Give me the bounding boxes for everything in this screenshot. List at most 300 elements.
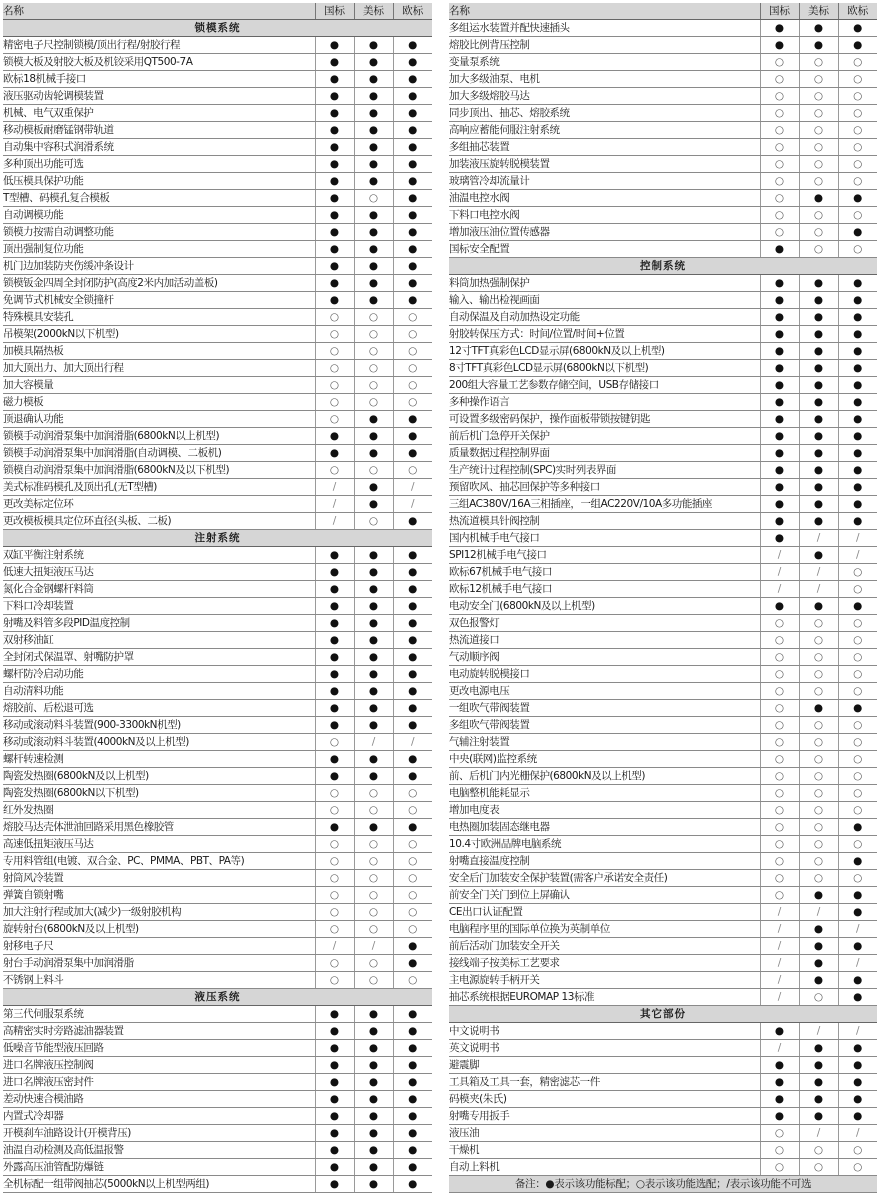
feature-name: 射移电子尺 [3, 938, 315, 955]
oubiao-availability-mark: ○ [393, 802, 432, 819]
table-row [3, 139, 432, 156]
meibiao-availability-mark: ● [354, 632, 393, 649]
meibiao-availability-mark: ● [354, 258, 393, 275]
guobiao-availability-mark: ● [315, 683, 354, 700]
feature-name: 加大容模量 [3, 377, 315, 394]
feature-name: 氮化合金钢螺杆料筒 [3, 581, 315, 598]
oubiao-availability-mark: ● [393, 1006, 432, 1023]
oubiao-availability-mark: ● [393, 258, 432, 275]
table-row [3, 564, 432, 581]
feature-name: 干燥机 [449, 1142, 760, 1159]
table-row [3, 122, 432, 139]
guobiao-availability-mark: / [760, 564, 799, 581]
oubiao-availability-mark: ● [393, 1040, 432, 1057]
oubiao-availability-mark: ○ [838, 564, 877, 581]
oubiao-availability-mark: ● [393, 428, 432, 445]
guobiao-availability-mark: ● [760, 1057, 799, 1074]
guobiao-availability-mark: ○ [760, 122, 799, 139]
guobiao-availability-mark: ● [315, 666, 354, 683]
oubiao-availability-mark: / [838, 530, 877, 547]
table-row [3, 1159, 432, 1176]
oubiao-availability-mark: ○ [838, 666, 877, 683]
oubiao-availability-mark: ● [393, 819, 432, 836]
oubiao-availability-mark: ● [838, 1108, 877, 1125]
feature-name: 接线端子按美标工艺要求 [449, 955, 760, 972]
guobiao-availability-mark: ● [315, 1142, 354, 1159]
guobiao-availability-mark: ● [315, 54, 354, 71]
oubiao-availability-mark: ● [393, 1108, 432, 1125]
table-row [3, 394, 432, 411]
table-row [449, 819, 877, 836]
meibiao-availability-mark: ● [799, 360, 838, 377]
feature-name: 低压模具保护功能 [3, 173, 315, 190]
legend-note-row [449, 1176, 877, 1193]
feature-name: 电脑程序里的国际单位换为英制单位 [449, 921, 760, 938]
table-row [3, 105, 432, 122]
guobiao-availability-mark: ● [760, 479, 799, 496]
table-row [3, 1108, 432, 1125]
feature-name: 安全后门加装安全保护装置(需客户承诺安全责任) [449, 870, 760, 887]
feature-name: 气辅注射装置 [449, 734, 760, 751]
guobiao-availability-mark: ● [315, 819, 354, 836]
feature-name: 气动顺序阀 [449, 649, 760, 666]
guobiao-availability-mark: ○ [760, 139, 799, 156]
oubiao-availability-mark: ● [393, 1159, 432, 1176]
meibiao-availability-mark: ○ [354, 343, 393, 360]
table-row [3, 88, 432, 105]
oubiao-availability-mark: ○ [838, 54, 877, 71]
table-row [3, 513, 432, 530]
guobiao-availability-mark: ● [315, 139, 354, 156]
guobiao-availability-mark: ● [760, 428, 799, 445]
guobiao-availability-mark: ● [760, 37, 799, 54]
oubiao-availability-mark: ● [838, 428, 877, 445]
oubiao-availability-mark: ● [393, 173, 432, 190]
meibiao-availability-mark: ○ [799, 224, 838, 241]
guobiao-availability-mark: ○ [315, 326, 354, 343]
oubiao-availability-mark: ○ [393, 836, 432, 853]
table-row [3, 1091, 432, 1108]
meibiao-availability-mark: ● [799, 1040, 838, 1057]
table-row [449, 1057, 877, 1074]
guobiao-availability-mark: ● [315, 1091, 354, 1108]
feature-name: 码模夹(朱氏) [449, 1091, 760, 1108]
name-column-header: 名称 [449, 3, 760, 20]
table-row [3, 1057, 432, 1074]
feature-name: 不锈钢上料斗 [3, 972, 315, 989]
right-spec-table [449, 3, 877, 1193]
meibiao-availability-mark: ● [799, 598, 838, 615]
feature-name: 多组吹气带阀装置 [449, 717, 760, 734]
guobiao-availability-mark: ● [760, 241, 799, 258]
feature-name: T型槽、码模孔复合模板 [3, 190, 315, 207]
table-row [449, 224, 877, 241]
meibiao-availability-mark: ● [799, 411, 838, 428]
oubiao-availability-mark: ● [393, 666, 432, 683]
oubiao-availability-mark: ○ [838, 241, 877, 258]
table-row [449, 326, 877, 343]
meibiao-availability-mark: ● [799, 275, 838, 292]
oubiao-availability-mark: ● [393, 955, 432, 972]
guobiao-availability-mark: ● [760, 1074, 799, 1091]
table-row [3, 411, 432, 428]
table-row [3, 1142, 432, 1159]
table-row [3, 1125, 432, 1142]
feature-name: 输入、输出检视画面 [449, 292, 760, 309]
feature-name: 更改美标定位环 [3, 496, 315, 513]
feature-name: 加大注射行程或加大(减少)一级射胶机构 [3, 904, 315, 921]
table-row [449, 428, 877, 445]
oubiao-availability-mark: ● [838, 1091, 877, 1108]
feature-name: 200组大容量工艺参数存储空间，USB存储接口 [449, 377, 760, 394]
feature-name: 螺杆转速检测 [3, 751, 315, 768]
table-row [3, 598, 432, 615]
feature-name: 第三代伺服泵系统 [3, 1006, 315, 1023]
feature-name: 陶瓷发热圈(6800kN及以上机型) [3, 768, 315, 785]
section-header-row [449, 258, 877, 275]
meibiao-availability-mark: / [799, 581, 838, 598]
table-row [3, 241, 432, 258]
table-row [3, 1006, 432, 1023]
oubiao-availability-mark: ● [393, 292, 432, 309]
table-row [3, 258, 432, 275]
meibiao-availability-mark: ● [354, 105, 393, 122]
table-row [3, 173, 432, 190]
table-row [449, 377, 877, 394]
feature-name: 加大多级油泵、电机 [449, 71, 760, 88]
meibiao-availability-mark: ● [354, 547, 393, 564]
feature-name: 料筒加热强制保护 [449, 275, 760, 292]
feature-name: 同步顶出、抽芯、熔胶系统 [449, 105, 760, 122]
oubiao-availability-mark: ● [393, 700, 432, 717]
meibiao-availability-mark: ○ [354, 785, 393, 802]
oubiao-availability-mark: ● [393, 768, 432, 785]
oubiao-availability-mark: ● [838, 377, 877, 394]
guobiao-availability-mark: ● [760, 1108, 799, 1125]
feature-name: 旋转射台(6800kN及以上机型) [3, 921, 315, 938]
table-row [449, 462, 877, 479]
table-row [449, 734, 877, 751]
guobiao-availability-mark: ○ [760, 853, 799, 870]
table-row [449, 37, 877, 54]
table-row [449, 207, 877, 224]
table-row [449, 88, 877, 105]
meibiao-availability-mark: ○ [354, 972, 393, 989]
table-row [3, 1040, 432, 1057]
table-row [449, 632, 877, 649]
feature-name: 更改模板模具定位环直径(头板、二板) [3, 513, 315, 530]
feature-name: 自动保温及自动加热设定功能 [449, 309, 760, 326]
guobiao-availability-mark: ○ [760, 785, 799, 802]
oubiao-availability-mark: ○ [838, 836, 877, 853]
oubiao-availability-mark: ○ [393, 462, 432, 479]
meibiao-availability-mark: ○ [354, 360, 393, 377]
oubiao-availability-mark: ○ [838, 1159, 877, 1176]
oubiao-availability-mark: ● [393, 275, 432, 292]
table-row [449, 122, 877, 139]
table-row [3, 309, 432, 326]
meibiao-availability-mark: ○ [354, 921, 393, 938]
guobiao-availability-mark: ○ [760, 615, 799, 632]
feature-name: 开模刹车油路设计(开模背压) [3, 1125, 315, 1142]
feature-name: 射嘴及料管多段PID温度控制 [3, 615, 315, 632]
oubiao-availability-mark: ● [838, 394, 877, 411]
oubiao-availability-mark: ○ [838, 173, 877, 190]
guobiao-availability-mark: ● [760, 598, 799, 615]
guobiao-availability-mark: ● [760, 411, 799, 428]
table-row [3, 751, 432, 768]
oubiao-availability-mark: ● [838, 343, 877, 360]
meibiao-availability-mark: ○ [354, 904, 393, 921]
guobiao-availability-mark: ● [315, 445, 354, 462]
feature-name: 增加液压油位置传感器 [449, 224, 760, 241]
guobiao-availability-mark: ● [315, 88, 354, 105]
table-row [449, 785, 877, 802]
guobiao-availability-mark: / [760, 921, 799, 938]
table-row [449, 156, 877, 173]
oubiao-availability-mark: / [393, 496, 432, 513]
guobiao-availability-mark: ○ [760, 819, 799, 836]
guobiao-availability-mark: ● [315, 581, 354, 598]
guobiao-availability-mark: ○ [760, 632, 799, 649]
oubiao-availability-mark: / [838, 1023, 877, 1040]
guobiao-availability-mark: ● [315, 1040, 354, 1057]
feature-name: 红外发热圈 [3, 802, 315, 819]
meibiao-availability-mark: ○ [799, 768, 838, 785]
oubiao-availability-mark: ○ [393, 309, 432, 326]
meibiao-availability-mark: ○ [799, 751, 838, 768]
meibiao-availability-mark: ● [799, 37, 838, 54]
feature-name: 欧标67机械手电气接口 [449, 564, 760, 581]
guobiao-availability-mark: ○ [315, 309, 354, 326]
oubiao-availability-mark: ○ [393, 887, 432, 904]
guobiao-availability-mark: ○ [760, 88, 799, 105]
feature-name: 热流道模具针阀控制 [449, 513, 760, 530]
guobiao-availability-mark: / [315, 496, 354, 513]
oubiao-availability-mark: ● [393, 37, 432, 54]
oubiao-availability-mark: ● [393, 1023, 432, 1040]
guobiao-availability-mark: ● [315, 700, 354, 717]
feature-name: SPI12机械手电气接口 [449, 547, 760, 564]
feature-name: 自动调模功能 [3, 207, 315, 224]
feature-name: 高精密实时旁路滤油器装置 [3, 1023, 315, 1040]
table-row [449, 904, 877, 921]
guobiao-availability-mark: ● [315, 768, 354, 785]
guobiao-availability-mark: ○ [760, 768, 799, 785]
meibiao-availability-mark: ○ [799, 734, 838, 751]
table-row [3, 802, 432, 819]
feature-name: 电热圈加装固态继电器 [449, 819, 760, 836]
oubiao-availability-mark: ● [838, 513, 877, 530]
meibiao-availability-mark: ● [799, 921, 838, 938]
oubiao-availability-mark: ○ [838, 615, 877, 632]
guobiao-availability-mark: ○ [760, 734, 799, 751]
table-row [449, 54, 877, 71]
table-row [449, 564, 877, 581]
feature-name: 国标安全配置 [449, 241, 760, 258]
guobiao-availability-mark: ○ [760, 887, 799, 904]
table-row [449, 360, 877, 377]
oubiao-availability-mark: ● [838, 275, 877, 292]
oubiao-availability-mark: / [393, 479, 432, 496]
oubiao-availability-mark: ○ [393, 343, 432, 360]
feature-name: 顶退确认功能 [3, 411, 315, 428]
meibiao-availability-mark: ● [354, 598, 393, 615]
oubiao-availability-mark: ○ [393, 394, 432, 411]
oubiao-availability-mark: / [838, 1125, 877, 1142]
guobiao-availability-mark: ○ [760, 700, 799, 717]
feature-name: 精密电子尺控制锁模/顶出行程/射胶行程 [3, 37, 315, 54]
oubiao-availability-mark: ● [838, 819, 877, 836]
meibiao-availability-mark: ○ [354, 887, 393, 904]
meibiao-availability-mark: ● [354, 649, 393, 666]
table-row [449, 547, 877, 564]
guobiao-availability-mark: / [315, 938, 354, 955]
left-table-body [3, 20, 432, 1193]
feature-name: 双缸平衡注射系统 [3, 547, 315, 564]
guobiao-availability-mark: ● [315, 1057, 354, 1074]
guobiao-availability-mark: ● [315, 615, 354, 632]
guobiao-availability-mark: / [315, 513, 354, 530]
guobiao-availability-mark: ○ [315, 921, 354, 938]
meibiao-availability-mark: ○ [799, 1159, 838, 1176]
meibiao-availability-mark: ● [799, 955, 838, 972]
oubiao-availability-mark: ● [393, 513, 432, 530]
table-row [449, 615, 877, 632]
meibiao-availability-mark: ○ [799, 666, 838, 683]
feature-name: 射台手动润滑泵集中加润滑脂 [3, 955, 315, 972]
guobiao-availability-mark: ● [315, 1125, 354, 1142]
guobiao-availability-mark: ○ [315, 343, 354, 360]
feature-name: 一组吹气带阀装置 [449, 700, 760, 717]
meibiao-availability-mark: ● [799, 394, 838, 411]
meibiao-availability-mark: ● [799, 309, 838, 326]
feature-name: 下料口冷却装置 [3, 598, 315, 615]
feature-name: 液压油 [449, 1125, 760, 1142]
table-row [449, 683, 877, 700]
guobiao-availability-mark: ○ [760, 156, 799, 173]
oubiao-availability-mark: ● [393, 632, 432, 649]
table-row [3, 666, 432, 683]
table-row [449, 836, 877, 853]
feature-name: 双射移油缸 [3, 632, 315, 649]
guobiao-availability-mark: ● [315, 241, 354, 258]
meibiao-availability-mark: ○ [799, 989, 838, 1006]
feature-name: 多组抽芯装置 [449, 139, 760, 156]
meibiao-availability-mark: ○ [799, 173, 838, 190]
oubiao-availability-mark: ● [393, 190, 432, 207]
table-row [3, 683, 432, 700]
oubiao-availability-mark: ○ [838, 581, 877, 598]
guobiao-availability-mark: ● [760, 20, 799, 37]
meibiao-availability-mark: ● [354, 1006, 393, 1023]
guobiao-availability-mark: ○ [315, 836, 354, 853]
meibiao-availability-mark: ● [354, 751, 393, 768]
guobiao-availability-mark: ○ [315, 802, 354, 819]
meibiao-availability-mark: / [799, 1023, 838, 1040]
table-row [3, 1176, 432, 1193]
table-row [3, 343, 432, 360]
feature-name: 熔胶比例背压控制 [449, 37, 760, 54]
meibiao-availability-mark: ● [354, 411, 393, 428]
feature-name: 弹簧自锁射嘴 [3, 887, 315, 904]
guobiao-availability-mark: ○ [315, 377, 354, 394]
feature-name: 双色报警灯 [449, 615, 760, 632]
feature-name: 可设置多级密码保护，操作面板带锁按键钥匙 [449, 411, 760, 428]
oubiao-availability-mark: ○ [393, 921, 432, 938]
guobiao-availability-mark: ● [315, 598, 354, 615]
guobiao-availability-mark: ○ [760, 649, 799, 666]
oubiao-availability-mark: / [838, 921, 877, 938]
oubiao-availability-mark: ○ [838, 649, 877, 666]
meibiao-availability-mark: ○ [799, 717, 838, 734]
feature-name: 前、后机门内光栅保护(6800kN及以上机型) [449, 768, 760, 785]
oubiao-availability-mark: / [838, 955, 877, 972]
guobiao-availability-mark: ● [315, 105, 354, 122]
feature-name: 锁模手动润滑泵集中加润滑脂(自动调模、二板机) [3, 445, 315, 462]
table-row [449, 921, 877, 938]
oubiao-availability-mark: ● [838, 938, 877, 955]
table-row [3, 462, 432, 479]
table-row [3, 649, 432, 666]
table-row [3, 836, 432, 853]
table-row [449, 71, 877, 88]
oubiao-availability-mark: ○ [393, 870, 432, 887]
meibiao-availability-mark: ○ [799, 802, 838, 819]
meibiao-availability-mark: ○ [799, 139, 838, 156]
table-row [3, 71, 432, 88]
guobiao-availability-mark: ● [315, 717, 354, 734]
meibiao-availability-mark: ○ [354, 394, 393, 411]
oubiao-availability-mark: ● [393, 683, 432, 700]
feature-name: 油温自动检测及高低温报警 [3, 1142, 315, 1159]
feature-name: 移动或滚动料斗装置(900-3300kN机型) [3, 717, 315, 734]
meibiao-availability-mark: ● [354, 700, 393, 717]
feature-name: 低噪音节能型液压回路 [3, 1040, 315, 1057]
guobiao-availability-mark: ○ [760, 71, 799, 88]
feature-name: CE出口认证配置 [449, 904, 760, 921]
feature-name: 工具箱及工具一套，精密滤芯一件 [449, 1074, 760, 1091]
oubiao-availability-mark: ● [393, 241, 432, 258]
meibiao-availability-mark: ● [354, 139, 393, 156]
table-row [3, 972, 432, 989]
guobiao-availability-mark: ● [315, 156, 354, 173]
meibiao-availability-mark: ● [354, 666, 393, 683]
oubiao-column-header: 欧标 [838, 3, 877, 20]
table-row [3, 853, 432, 870]
table-row [449, 1159, 877, 1176]
oubiao-availability-mark: ● [393, 598, 432, 615]
meibiao-availability-mark: ● [354, 1142, 393, 1159]
meibiao-availability-mark: ○ [799, 105, 838, 122]
guobiao-availability-mark: ○ [760, 1159, 799, 1176]
meibiao-availability-mark: ○ [799, 836, 838, 853]
guobiao-availability-mark: / [315, 479, 354, 496]
table-row [3, 547, 432, 564]
feature-name: 内置式冷却器 [3, 1108, 315, 1125]
oubiao-availability-mark: ● [838, 853, 877, 870]
section-header-row [3, 20, 432, 37]
table-row [449, 1142, 877, 1159]
feature-name: 玻璃管冷却流量计 [449, 173, 760, 190]
oubiao-availability-mark: ● [393, 1176, 432, 1193]
oubiao-availability-mark: ○ [838, 683, 877, 700]
table-row [3, 224, 432, 241]
oubiao-availability-mark: ● [838, 904, 877, 921]
table-row [449, 887, 877, 904]
meibiao-availability-mark: ● [354, 1023, 393, 1040]
table-row [449, 751, 877, 768]
